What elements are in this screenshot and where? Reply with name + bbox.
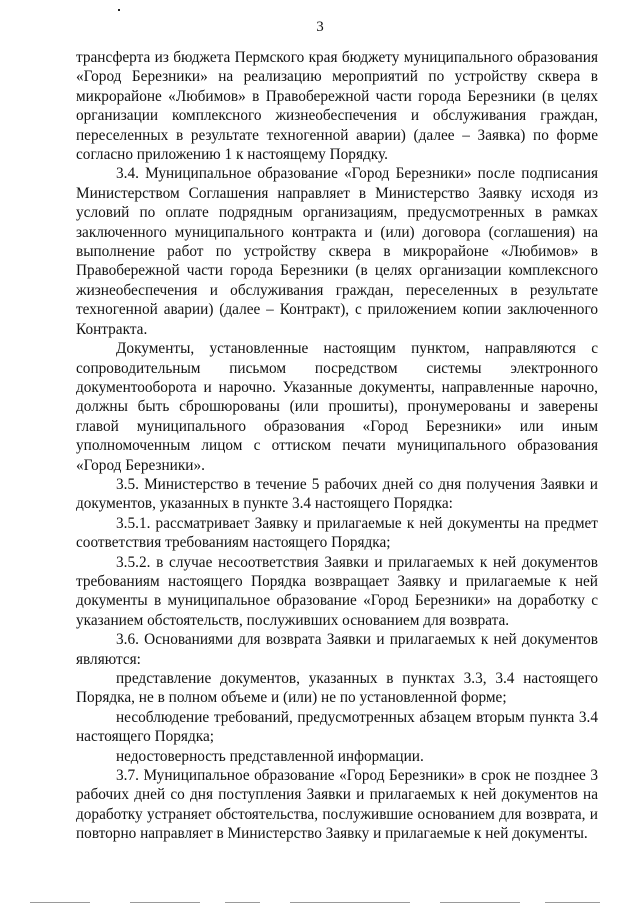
page-number: 3 bbox=[316, 19, 324, 35]
paragraph-3-5: 3.5. Министерство в течение 5 рабочих дней со дня получения Заявки и документов, указанных в пункте 3.4 настоящего Порядка: bbox=[76, 475, 598, 513]
paragraph-3-5-1: 3.5.1. рассматривает Заявку и прилагаемые к ней документы на предмет соответствия требованиям настоящего Порядка; bbox=[76, 514, 598, 552]
paragraph-documents: Документы, установленные настоящим пунктом, направляются с сопроводительным письмом посредством системы электронного документооборота и нарочно. Указанные документы, направленные нарочно, должны быть сброшюрованы (или прошиты), пронумерованы и заверены главой муниципального образования «Город Березники» или иным уполномоченным лицом с оттиском печати муниципального образования «Город Березники». bbox=[76, 340, 598, 474]
paragraph-3-5-2: 3.5.2. в случае несоответствия Заявки и прилагаемых к ней документов требованиям настоящего Порядка возвращает Заявку и прилагаемые к ней документы в муниципальное образование «Город Березники» на доработку с указанием обстоятельств, послуживших основанием для возврата. bbox=[76, 553, 598, 629]
paragraph-ground-2: несоблюдение требований, предусмотренных абзацем вторым пункта 3.4 настоящего Порядка; bbox=[76, 708, 598, 746]
paragraph-3-6: 3.6. Основаниями для возврата Заявки и прилагаемых к ней документов являются: bbox=[76, 631, 598, 668]
scan-bottom-edge bbox=[0, 899, 640, 905]
paragraph-ground-1: представление документов, указанных в пунктах 3.3, 3.4 настоящего Порядка, не в полном объеме и (или) не по установленной форме; bbox=[76, 670, 598, 707]
paragraph-3-4: 3.4. Муниципальное образование «Город Березники» после подписания Министерством Соглашения направляет в Министерство Заявку исходя из условий по оплате подрядным организациям, предусмотренных в рамках заключенного муниципального контракта и (или) договора (соглашения) на выполнение работ по устройству сквера в микрорайоне «Любимов» в Правобережной части города Березники (в целях организации комплексного жизнеобеспечения и обслуживания граждан, переселенных в результате техногенной аварии) (далее – Контракт), с приложением копии заключенного Контракта. bbox=[76, 165, 598, 338]
document-body bbox=[76, 48, 598, 844]
paragraph-continuation: трансферта из бюджета Пермского края бюджету муниципального образования «Город Березники» на реализацию мероприятий по устройству сквера в микрорайоне «Любимов» в Правобережной части города Березники (в целях организации комплексного жизнеобеспечения и обслуживания граждан, переселенных в результате техногенной аварии) (далее – Заявка) по форме согласно приложению 1 к настоящему Порядку. bbox=[76, 49, 598, 164]
paragraph-ground-3: недостоверность представленной информации. bbox=[116, 747, 424, 765]
scan-speck bbox=[118, 9, 120, 11]
paragraph-3-7: 3.7. Муниципальное образование «Город Березники» в срок не позднее 3 рабочих дней со дня поступления Заявки и прилагаемых к ней документов на доработку устраняет обстоятельства, послужившие основанием для возврата, и повторно направляет в Министерство Заявку и прилагаемые к ней документы. bbox=[76, 767, 598, 843]
